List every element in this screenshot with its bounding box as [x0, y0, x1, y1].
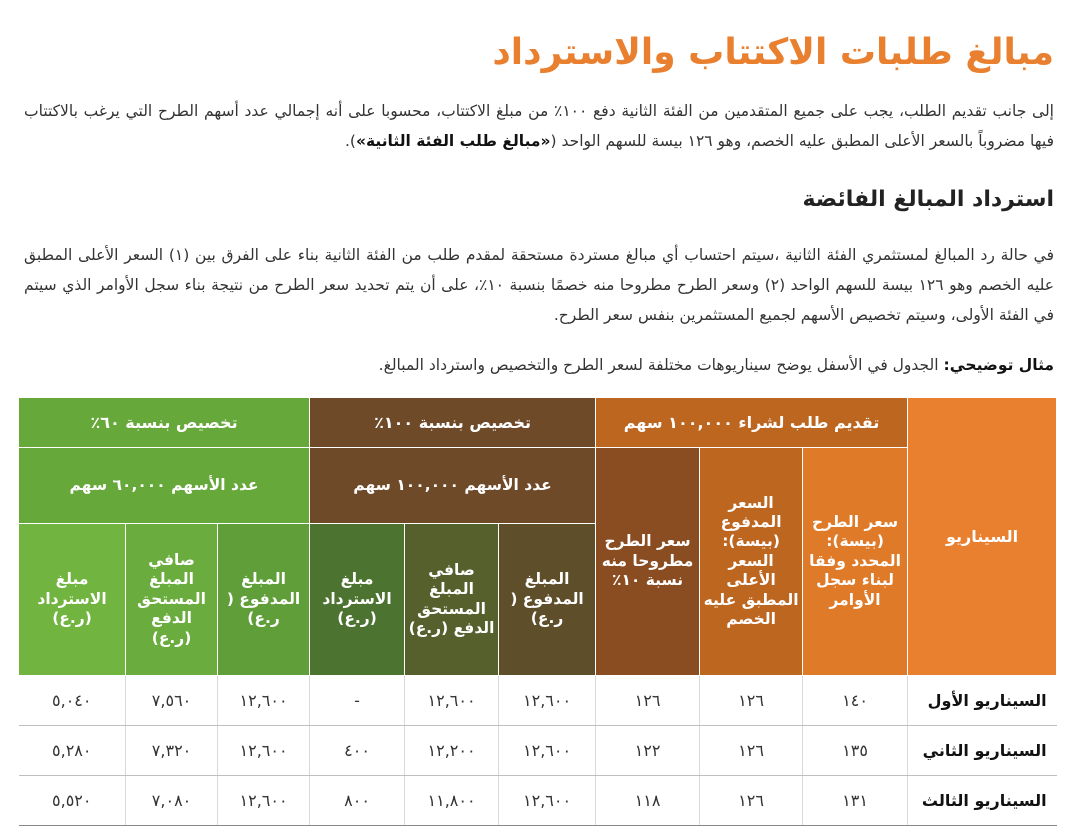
cell-offer-price: ١٣١: [803, 776, 908, 826]
cell-sixty-refund: ٥,٢٨٠: [19, 726, 126, 776]
example-paragraph: [24, 350, 1054, 380]
header-group-sixty-allocation: تخصيص بنسبة ٦٠٪: [19, 398, 310, 448]
cell-sixty-net-payable: ٧,٠٨٠: [126, 776, 218, 826]
page-title: مبالغ طلبات الاكتتاب والاسترداد: [492, 32, 1054, 73]
header-full-net-payable: صافي المبلغ المستحق الدفع (ر.ع): [405, 524, 499, 676]
table-row: [19, 676, 1057, 726]
table-row: [19, 726, 1057, 776]
cell-paid-price: ١٢٦: [700, 676, 803, 726]
cell-sixty-net-payable: ٧,٥٦٠: [126, 676, 218, 726]
cell-full-amount-paid: ١٢,٦٠٠: [499, 776, 596, 826]
cell-sixty-refund: ٥,٠٤٠: [19, 676, 126, 726]
cell-discounted-price: ١١٨: [596, 776, 700, 826]
header-full-refund: مبلغ الاسترداد (ر.ع): [310, 524, 405, 676]
cell-full-refund: ٨٠٠: [310, 776, 405, 826]
header-offer-price: سعر الطرح (بيسة): المحدد وفقا لبناء سجل الأوامر: [803, 448, 908, 676]
row-label: السيناريو الثالث: [908, 776, 1057, 826]
cell-offer-price: ١٣٥: [803, 726, 908, 776]
section-title: استرداد المبالغ الفائضة: [802, 187, 1054, 212]
row-label: السيناريو الثاني: [908, 726, 1057, 776]
header-sixty-amount-paid: المبلغ المدفوع ( ر.ع): [218, 524, 310, 676]
cell-sixty-amount-paid: ١٢,٦٠٠: [218, 726, 310, 776]
intro-text: إلى جانب تقديم الطلب، يجب على جميع المتقدمين من الفئة الثانية دفع ١٠٠٪ من مبلغ الاكتتاب، محسوبا على أنه إجمالي عدد أسهم الطرح التي يرغب بالاكتتاب فيها مضروباً بالسعر الأعلى المطبق عليه الخصم، وهو ١٢٦ بيسة للسهم الواحد (: [24, 102, 1054, 150]
cell-full-amount-paid: ١٢,٦٠٠: [499, 676, 596, 726]
header-scenario: السيناريو: [908, 398, 1057, 676]
intro-bold-term: «مبالغ طلب الفئة الثانية»: [355, 132, 551, 150]
cell-discounted-price: ١٢٢: [596, 726, 700, 776]
header-discounted-price: سعر الطرح مطروحا منه نسبة ١٠٪: [596, 448, 700, 676]
header-paid-price: السعر المدفوع (بيسة): السعر الأعلى المطبق عليه الخصم: [700, 448, 803, 676]
cell-offer-price: ١٤٠: [803, 676, 908, 726]
cell-full-refund: -: [310, 676, 405, 726]
cell-sixty-refund: ٥,٥٢٠: [19, 776, 126, 826]
cell-sixty-amount-paid: ١٢,٦٠٠: [218, 676, 310, 726]
header-group-request: تقديم طلب لشراء ١٠٠,٠٠٠ سهم: [596, 398, 908, 448]
cell-full-amount-paid: ١٢,٦٠٠: [499, 726, 596, 776]
example-label: مثال توضيحي:: [943, 356, 1054, 374]
refund-paragraph: في حالة رد المبالغ لمستثمري الفئة الثانية ،سيتم احتساب أي مبالغ مستردة مستحقة لمقدم طلب من الفئة الثانية بناء على الفرق بين (١) السعر الأعلى المطبق عليه الخصم وهو ١٢٦ بيسة للسهم الواحد (٢) وسعر الطرح مطروحا منه خصمًا بنسبة ١٠٪، على أن يتم تحديد سعر الطرح من نتيجة بناء سجل الأوامر الذي سيتم في الفئة الأولى، وسيتم تخصيص الأسهم لجميع المستثمرين بنفس سعر الطرح.: [24, 246, 1055, 324]
cell-sixty-amount-paid: ١٢,٦٠٠: [218, 776, 310, 826]
intro-end: ).: [345, 132, 356, 150]
table-row: [19, 776, 1057, 826]
cell-full-refund: ٤٠٠: [310, 726, 405, 776]
cell-full-net-payable: ١٢,٦٠٠: [405, 676, 499, 726]
cell-discounted-price: ١٢٦: [596, 676, 700, 726]
header-sixty-net-payable: صافي المبلغ المستحق الدفع (ر.ع): [126, 524, 218, 676]
row-label: السيناريو الأول: [908, 676, 1057, 726]
cell-full-net-payable: ١١,٨٠٠: [405, 776, 499, 826]
header-sixty-shares: عدد الأسهم ٦٠,٠٠٠ سهم: [19, 448, 310, 524]
header-sixty-refund: مبلغ الاسترداد (ر.ع): [19, 524, 126, 676]
header-full-amount-paid: المبلغ المدفوع ( ر.ع): [499, 524, 596, 676]
cell-full-net-payable: ١٢,٢٠٠: [405, 726, 499, 776]
scenarios-table: [18, 397, 1057, 826]
header-full-shares: عدد الأسهم ١٠٠,٠٠٠ سهم: [310, 448, 596, 524]
cell-sixty-net-payable: ٧,٣٢٠: [126, 726, 218, 776]
cell-paid-price: ١٢٦: [700, 726, 803, 776]
header-group-full-allocation: تخصيص بنسبة ١٠٠٪: [310, 398, 596, 448]
example-text: الجدول في الأسفل يوضح سيناريوهات مختلفة لسعر الطرح والتخصيص واسترداد المبالغ.: [378, 356, 944, 374]
intro-paragraph: [24, 96, 1054, 156]
cell-paid-price: ١٢٦: [700, 776, 803, 826]
